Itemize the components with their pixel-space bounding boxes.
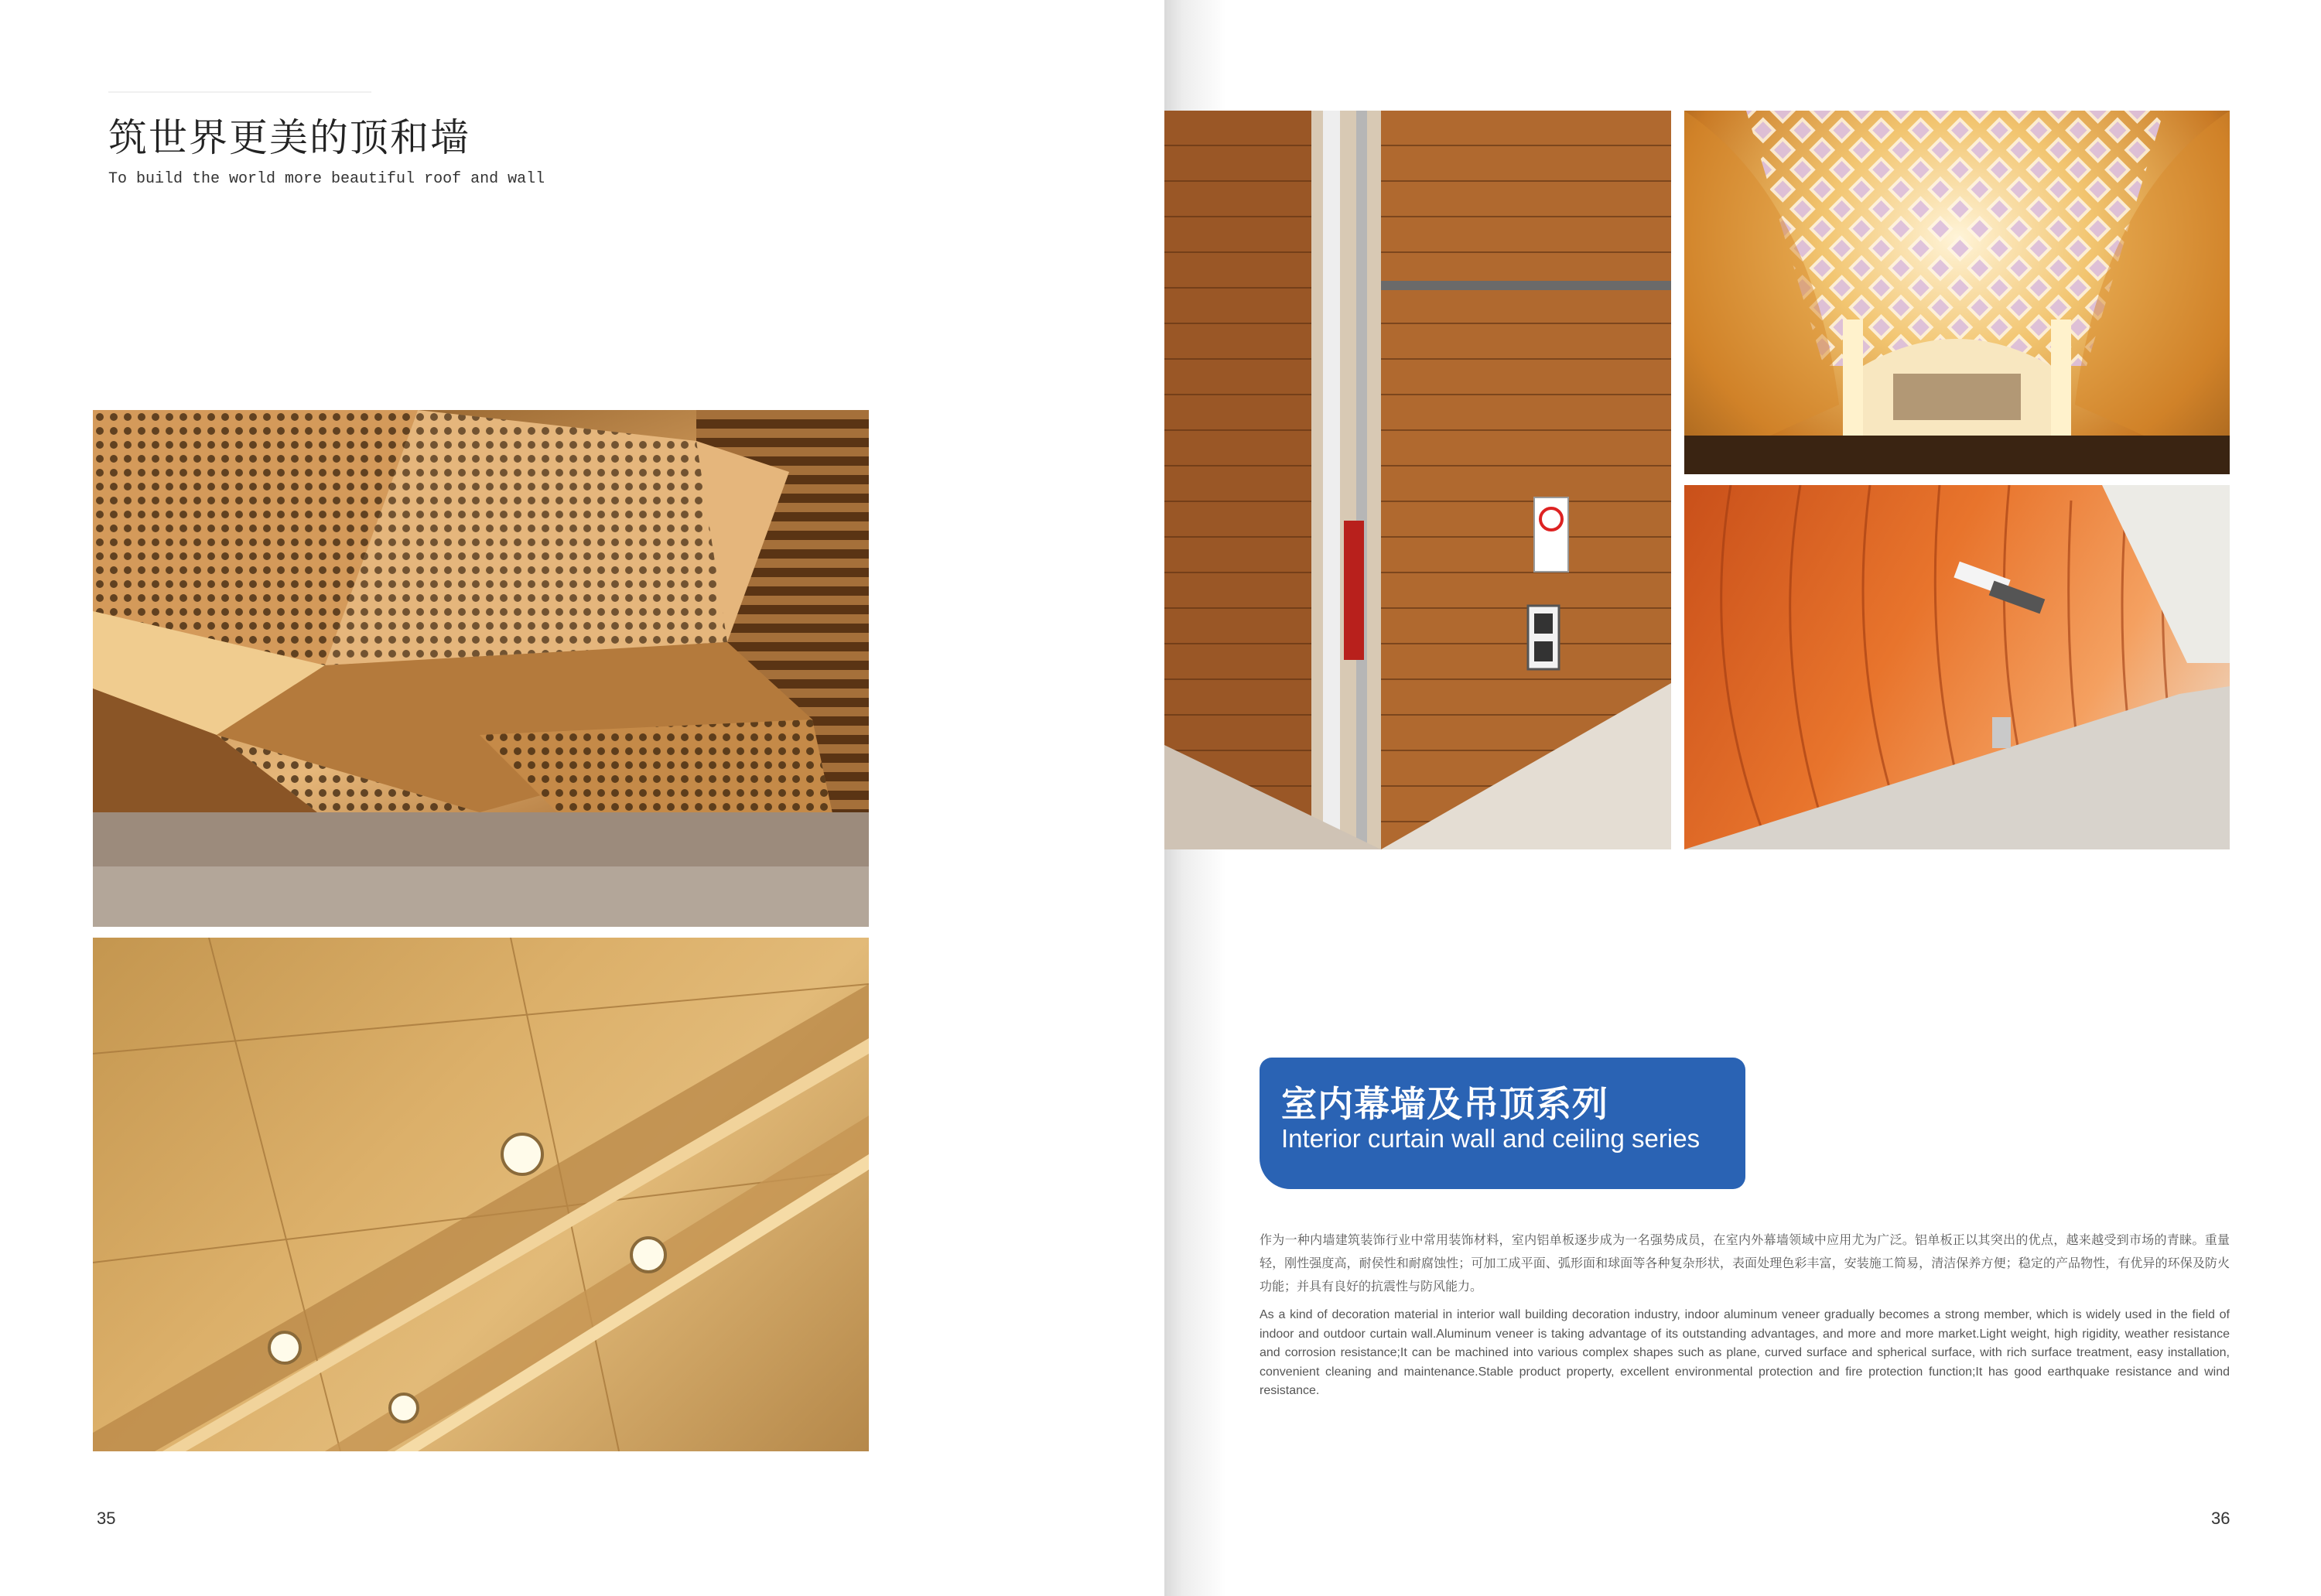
photo-wood-panel-wall — [1164, 111, 1671, 849]
section-title-badge — [1260, 1058, 1745, 1189]
page-title-en: To build the world more beautiful roof and wall — [108, 170, 545, 188]
photo-arched-lattice-ceiling — [1684, 111, 2230, 474]
page-number-left: 35 — [97, 1509, 116, 1528]
photo-ceiling-panels-downlights — [93, 938, 869, 1451]
section-title-en: Interior curtain wall and ceiling series — [1281, 1124, 1701, 1153]
body-text-en: As a kind of decoration material in interior wall building decoration industry, indoor aluminum veneer gradually becomes a strong member, which is widely used in the field of indoor and outdoor curtain wall.Aluminum veneer is taking advantage of its outstanding advantages, and more and more market.Light weight, high rigidity, weather resistance and corrosion resistance;It can be machined into various complex shapes such as plane, curved surface and spherical surface, with rich surface treatment, easy installation, convenient cleaning and maintenance.Stable product property, excellent environmental protection and fire protection function;It has good earthquake resistance and wind resistance. — [1260, 1308, 2230, 1397]
page-title-cn: 筑世界更美的顶和墙 — [108, 115, 470, 160]
header-rule — [108, 91, 371, 93]
photo-orange-tunnel — [1684, 485, 2230, 849]
photo-faceted-perforated-ceiling — [93, 410, 869, 927]
section-title-cn: 室内幕墙及吊顶系列 — [1281, 1083, 1608, 1125]
body-text-cn: 作为一种内墙建筑装饰行业中常用装饰材料，室内铝单板逐步成为一名强势成员，在室内外幕墙领域中应用尤为广泛。铝单板正以其突出的优点，越来越受到市场的青睐。重量轻，刚性强度高，耐侯性和耐腐蚀性；可加工成平面、弧形面和球面等各种复杂形状，表面处理色彩丰富，安装施工简易，清洁保养方便；稳定的产品物性，有优异的环保及防火功能；并具有良好的抗震性与防风能力。 — [1260, 1232, 2230, 1294]
page-number-right: 36 — [2211, 1509, 2230, 1528]
